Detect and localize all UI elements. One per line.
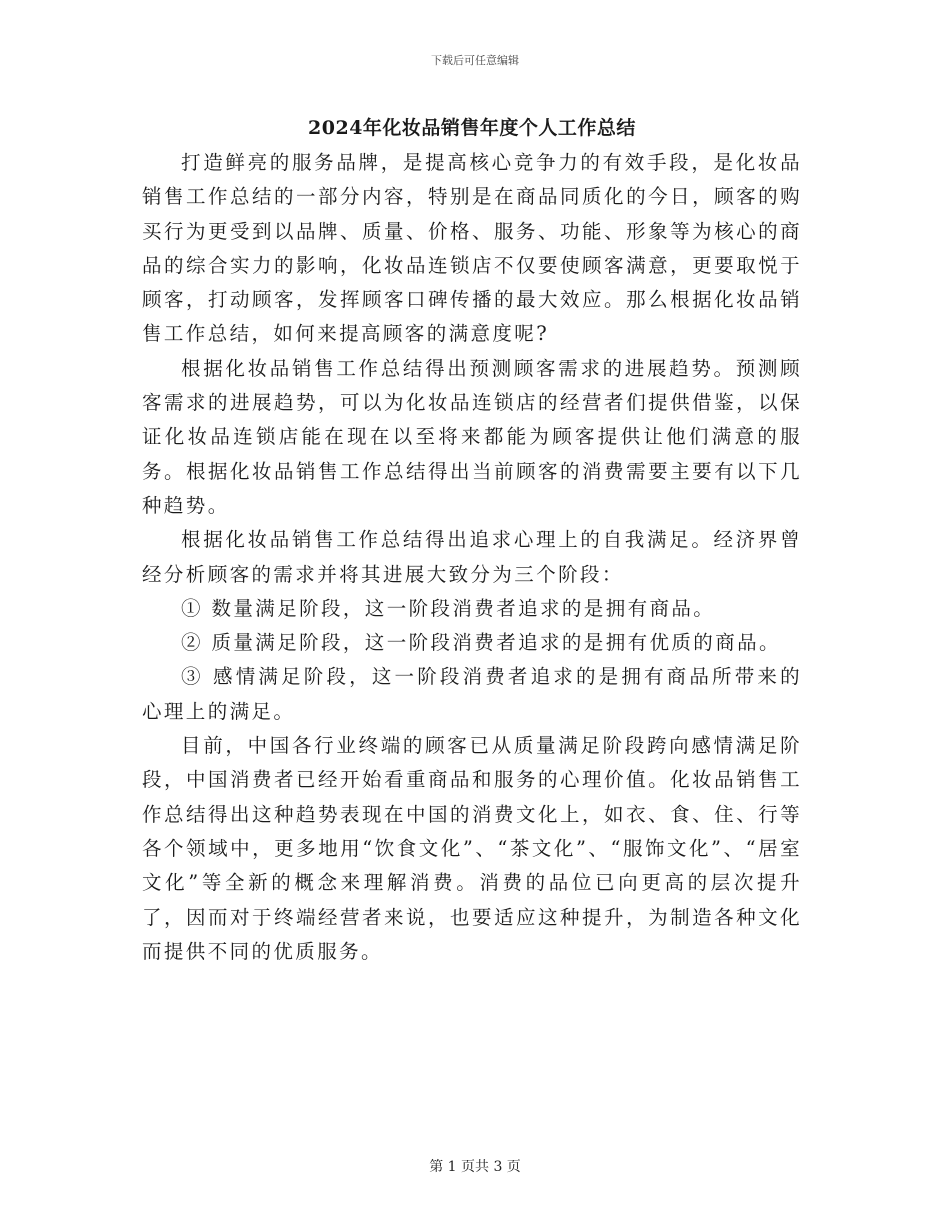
page-header-note: 下载后可任意编辑	[431, 54, 519, 67]
page-number-footer: 第 1 页共 3 页	[429, 1159, 521, 1175]
document-body	[142, 146, 802, 969]
list-item-stage-3: ③ 感情满足阶段，这一阶段消费者追求的是拥有商品所带来的心理上的满足。	[142, 665, 802, 723]
paragraph-current-situation: 目前，中国各行业终端的顾客已从质量满足阶段跨向感情满足阶段，中国消费者已经开始看重商品和服务的心理价值。化妆品销售工作总结得出这种趋势表现在中国的消费文化上，如衣、食、住、行等各个领域中，更多地用“饮食文化”、“茶文化”、“服饰文化”、“居室文化”等全新的概念来理解消费。消费的品位已向更高的层次提升了，因而对于终端经营者来说，也要适应这种提升，为制造各种文化而提供不同的优质服务。	[142, 734, 802, 963]
paragraph-trend-forecast: 根据化妆品销售工作总结得出预测顾客需求的进展趋势。预测顾客需求的进展趋势，可以为化妆品连锁店的经营者们提供借鉴，以保证化妆品连锁店能在现在以至将来都能为顾客提供让他们满意的服务。根据化妆品销售工作总结得出当前顾客的消费需要主要有以下几种趋势。	[142, 356, 802, 517]
document-title: 2024年化妆品销售年度个人工作总结	[308, 117, 636, 139]
list-item-stage-2: ② 质量满足阶段，这一阶段消费者追求的是拥有优质的商品。	[181, 631, 781, 655]
paragraph-self-satisfaction: 根据化妆品销售工作总结得出追求心理上的自我满足。经济界曾经分析顾客的需求并将其进展大致分为三个阶段：	[142, 528, 802, 586]
paragraph-intro: 打造鲜亮的服务品牌，是提高核心竞争力的有效手段，是化妆品销售工作总结的一部分内容，特别是在商品同质化的今日，顾客的购买行为更受到以品牌、质量、价格、服务、功能、形象等为核心的商品的综合实力的影响，化妆品连锁店不仅要使顾客满意，更要取悦于顾客，打动顾客，发挥顾客口碑传播的最大效应。那么根据化妆品销售工作总结，如何来提高顾客的满意度呢?	[142, 151, 802, 346]
list-item-stage-1: ① 数量满足阶段，这一阶段消费者追求的是拥有商品。	[181, 596, 716, 620]
